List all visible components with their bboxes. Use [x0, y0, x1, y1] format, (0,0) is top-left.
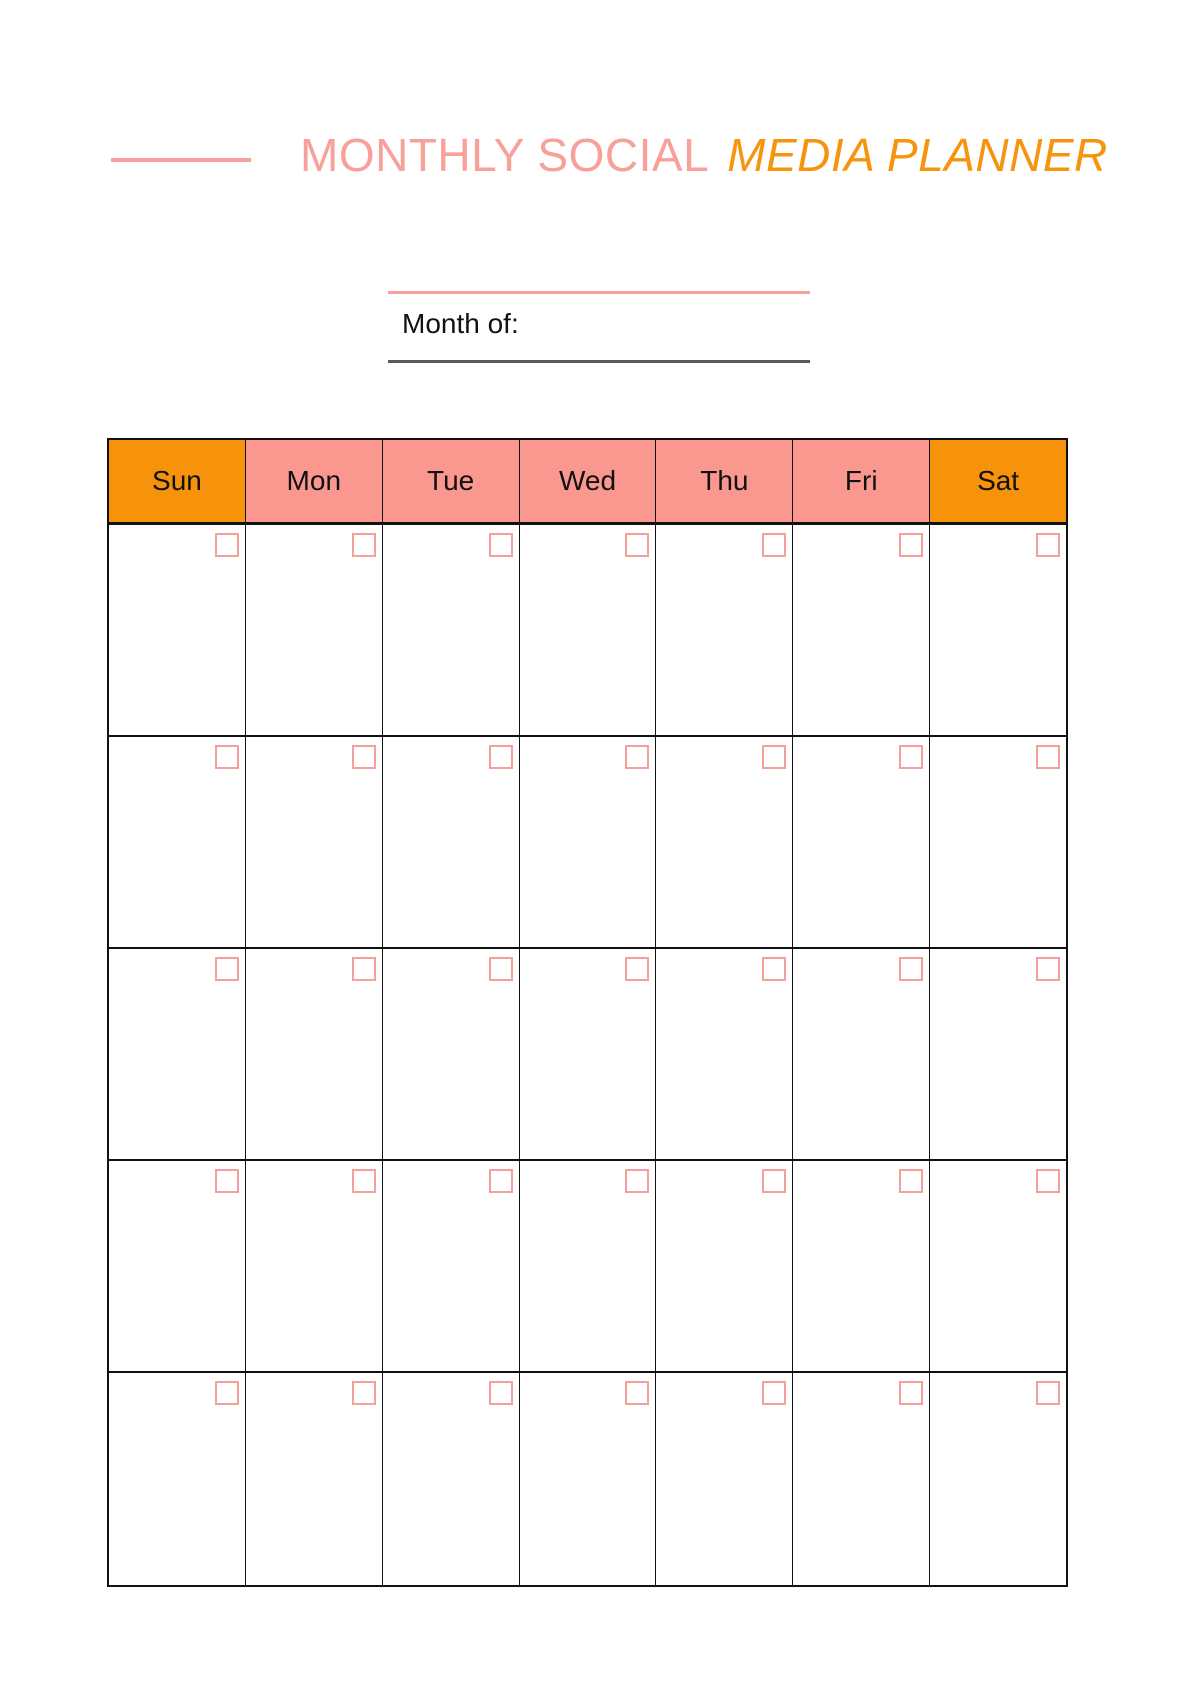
- day-header-sun: Sun: [109, 440, 245, 522]
- checkbox[interactable]: [352, 1381, 376, 1405]
- checkbox[interactable]: [352, 957, 376, 981]
- checkbox[interactable]: [352, 1169, 376, 1193]
- checkbox[interactable]: [1036, 533, 1060, 557]
- month-field[interactable]: [388, 291, 810, 363]
- day-cell[interactable]: [792, 1373, 929, 1585]
- day-header-sat: Sat: [929, 440, 1066, 522]
- month-field-label: Month of:: [402, 308, 519, 339]
- day-cell[interactable]: [929, 525, 1066, 735]
- day-cell[interactable]: [109, 525, 245, 735]
- day-cell[interactable]: [109, 1161, 245, 1371]
- day-cell[interactable]: [109, 949, 245, 1159]
- day-header-tue: Tue: [382, 440, 519, 522]
- checkbox[interactable]: [489, 533, 513, 557]
- day-cell[interactable]: [792, 949, 929, 1159]
- checkbox[interactable]: [625, 533, 649, 557]
- checkbox[interactable]: [899, 1169, 923, 1193]
- title-part-1: MONTHLY SOCIAL: [300, 129, 710, 181]
- checkbox[interactable]: [762, 1169, 786, 1193]
- checkbox[interactable]: [899, 957, 923, 981]
- checkbox[interactable]: [215, 533, 239, 557]
- day-cell[interactable]: [519, 525, 656, 735]
- day-cell[interactable]: [519, 1373, 656, 1585]
- day-cell[interactable]: [655, 949, 792, 1159]
- checkbox[interactable]: [215, 745, 239, 769]
- day-cell[interactable]: [792, 737, 929, 947]
- day-cell[interactable]: [519, 949, 656, 1159]
- checkbox[interactable]: [899, 533, 923, 557]
- title-decorative-rule: [111, 158, 251, 162]
- day-cell[interactable]: [519, 737, 656, 947]
- checkbox[interactable]: [215, 1169, 239, 1193]
- day-cell[interactable]: [519, 1161, 656, 1371]
- checkbox[interactable]: [215, 1381, 239, 1405]
- checkbox[interactable]: [489, 957, 513, 981]
- day-cell[interactable]: [382, 525, 519, 735]
- page-title: [300, 128, 1108, 182]
- day-cell[interactable]: [792, 1161, 929, 1371]
- checkbox[interactable]: [625, 745, 649, 769]
- checkbox[interactable]: [1036, 745, 1060, 769]
- week-row: [109, 1373, 1066, 1585]
- checkbox[interactable]: [762, 1381, 786, 1405]
- day-cell[interactable]: [655, 1373, 792, 1585]
- day-cell[interactable]: [109, 1373, 245, 1585]
- checkbox[interactable]: [762, 745, 786, 769]
- day-header-thu: Thu: [655, 440, 792, 522]
- checkbox[interactable]: [625, 1169, 649, 1193]
- week-row: [109, 525, 1066, 737]
- checkbox[interactable]: [899, 745, 923, 769]
- checkbox[interactable]: [1036, 957, 1060, 981]
- calendar-grid: [107, 438, 1068, 1587]
- day-cell[interactable]: [382, 949, 519, 1159]
- checkbox[interactable]: [762, 533, 786, 557]
- day-header-mon: Mon: [245, 440, 382, 522]
- day-cell[interactable]: [382, 1373, 519, 1585]
- checkbox[interactable]: [1036, 1169, 1060, 1193]
- checkbox[interactable]: [489, 1381, 513, 1405]
- checkbox[interactable]: [489, 745, 513, 769]
- day-cell[interactable]: [245, 525, 382, 735]
- day-cell[interactable]: [245, 1373, 382, 1585]
- day-cell[interactable]: [655, 737, 792, 947]
- day-cell[interactable]: [245, 1161, 382, 1371]
- day-header-wed: Wed: [519, 440, 656, 522]
- day-cell[interactable]: [245, 737, 382, 947]
- day-cell[interactable]: [382, 737, 519, 947]
- calendar-header-row: [109, 440, 1066, 525]
- day-header-fri: Fri: [792, 440, 929, 522]
- checkbox[interactable]: [1036, 1381, 1060, 1405]
- day-cell[interactable]: [929, 949, 1066, 1159]
- day-cell[interactable]: [655, 525, 792, 735]
- week-row: [109, 1161, 1066, 1373]
- checkbox[interactable]: [352, 745, 376, 769]
- checkbox[interactable]: [489, 1169, 513, 1193]
- day-cell[interactable]: [382, 1161, 519, 1371]
- day-cell[interactable]: [929, 1161, 1066, 1371]
- day-cell[interactable]: [655, 1161, 792, 1371]
- checkbox[interactable]: [215, 957, 239, 981]
- checkbox[interactable]: [899, 1381, 923, 1405]
- day-cell[interactable]: [245, 949, 382, 1159]
- week-row: [109, 949, 1066, 1161]
- checkbox[interactable]: [625, 1381, 649, 1405]
- day-cell[interactable]: [929, 1373, 1066, 1585]
- day-cell[interactable]: [109, 737, 245, 947]
- title-part-2: MEDIA PLANNER: [727, 129, 1108, 181]
- week-row: [109, 737, 1066, 949]
- day-cell[interactable]: [792, 525, 929, 735]
- day-cell[interactable]: [929, 737, 1066, 947]
- checkbox[interactable]: [352, 533, 376, 557]
- checkbox[interactable]: [762, 957, 786, 981]
- checkbox[interactable]: [625, 957, 649, 981]
